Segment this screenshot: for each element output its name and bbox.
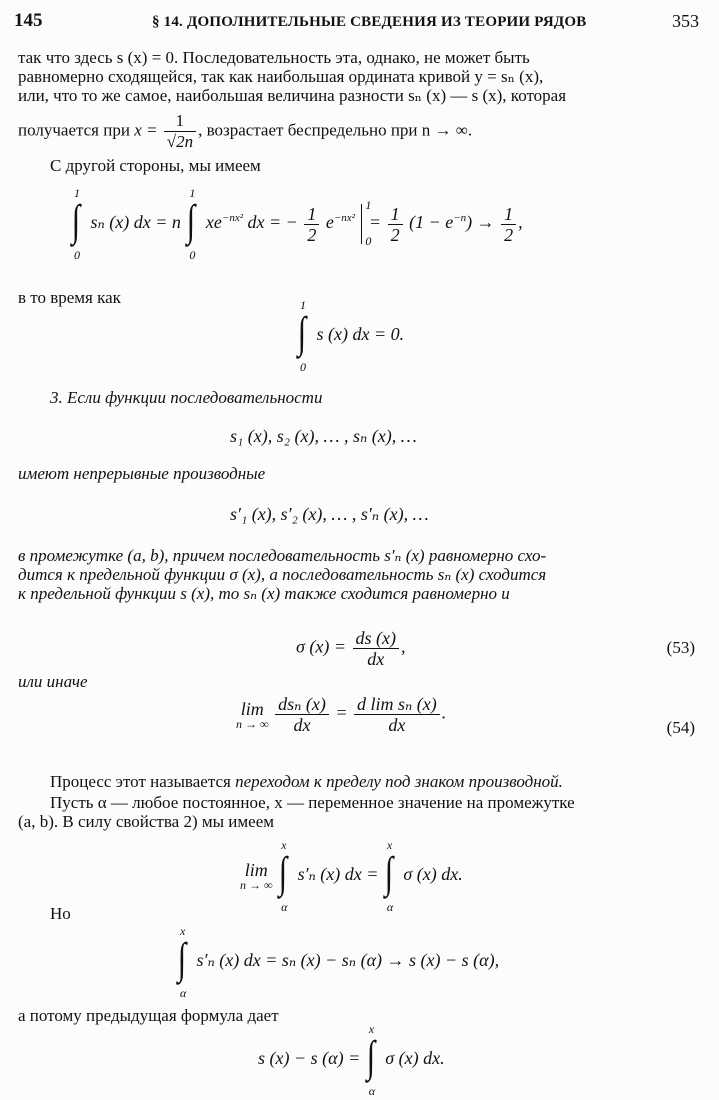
paragraph-4: 3. Если функции последовательности	[50, 388, 323, 407]
paragraph-8: Процесс этот называется переходом к пределу под знаком производной.	[50, 772, 563, 791]
paragraph-2: С другой стороны, мы имеем	[50, 156, 261, 175]
paragraph-9	[18, 793, 701, 831]
integral-sign: 1 ∫ 0	[71, 186, 81, 262]
equation-53: σ (x) = $\frac{ds (x)}{dx}$ ,	[296, 628, 406, 669]
equation-54: lim n → ∞ $\frac{\text{dsₙ (x)}}{dx}$ = $\frac{\text{d lim sₙ (x)}}{dx}$ .	[236, 694, 447, 735]
paragraph-6	[18, 546, 701, 603]
line: равномерно сходящейся, так как наибольшая ордината кривой y = sₙ (x),	[18, 67, 544, 86]
line: (a, b). В силу свойства 2) мы имеем	[18, 812, 275, 831]
paragraph-3: в то время как	[18, 288, 121, 307]
line: получается при x = $\frac{1}{√2n}$ , возрастает беспредельно при n → ∞.	[18, 111, 473, 151]
fraction: $\frac{1}{√2n}$	[164, 111, 196, 152]
sequence-functions: s₁ (x), s₂ (x), … , sₙ (x), …	[230, 426, 417, 446]
paragraph-10: Но	[50, 904, 71, 923]
paragraph-5: имеют непрерывные производные	[18, 464, 266, 483]
equation-difference: x ∫ α s′ₙ (x) dx = sₙ (x) − sₙ (α) → s (x) − s (α),	[177, 924, 500, 1000]
integral-sign: 1 ∫ 0	[187, 186, 196, 262]
equation-number-53: (53)	[666, 638, 695, 657]
integral-sign: x ∫ α	[278, 838, 288, 914]
line: Пусть α — любое постоянное, x — переменное значение на промежутке	[50, 793, 575, 812]
line: или, что то же самое, наибольшая величина разности sₙ (x) — s (x), которая	[18, 86, 567, 105]
running-title: § 14. ДОПОЛНИТЕЛЬНЫЕ СВЕДЕНИЯ ИЗ ТЕОРИИ РЯДОВ	[152, 14, 587, 30]
equation-integral-limit: 1 ∫ 0 sₙ (x) dx = n 1 ∫ 0 $xe^{-nx^2}$ dx = − $\frac{1}{2}$ $e^{-nx^2}$ 1 0 = $\frac{1}{2}$ $(1 - e^{-n})$ → $\frac{1}{2}$ ,	[71, 186, 523, 262]
line: к предельной функции s (x), то sₙ (x) также сходится равномерно и	[18, 584, 510, 603]
evaluation-bar: 1 0	[361, 204, 362, 244]
integral-sign: 1 ∫ 0	[297, 298, 307, 374]
sequence-derivatives: s′₁ (x), s′₂ (x), … , s′ₙ (x), …	[230, 504, 429, 524]
paragraph-11: а потому предыдущая формула дает	[18, 1006, 279, 1025]
equation-number-54: (54)	[666, 718, 695, 737]
integral-sign: x ∫ α	[384, 838, 394, 914]
section-number: 145	[14, 10, 43, 31]
integral-sign: x ∫ α	[177, 924, 187, 1000]
page-number: 353	[672, 11, 699, 31]
integral-sign: x ∫ α	[366, 1022, 376, 1098]
line: в промежутке (a, b), причем последовательность s′ₙ (x) равномерно схо-	[18, 546, 547, 565]
equation-limit-integral: lim n → ∞ x ∫ α s′ₙ (x) dx = x ∫ α σ (x) dx.	[240, 838, 463, 914]
equation-integral-zero: 1 ∫ 0 s (x) dx = 0.	[297, 298, 405, 374]
paragraph-7: или иначе	[18, 672, 88, 691]
line: так что здесь s (x) = 0. Последовательность эта, однако, не может быть	[18, 48, 530, 67]
line: дится к предельной функции σ (x), а последовательность sₙ (x) сходится	[18, 565, 547, 584]
paragraph-1	[18, 48, 701, 152]
equation-final: s (x) − s (α) = x ∫ α σ (x) dx.	[258, 1022, 445, 1098]
